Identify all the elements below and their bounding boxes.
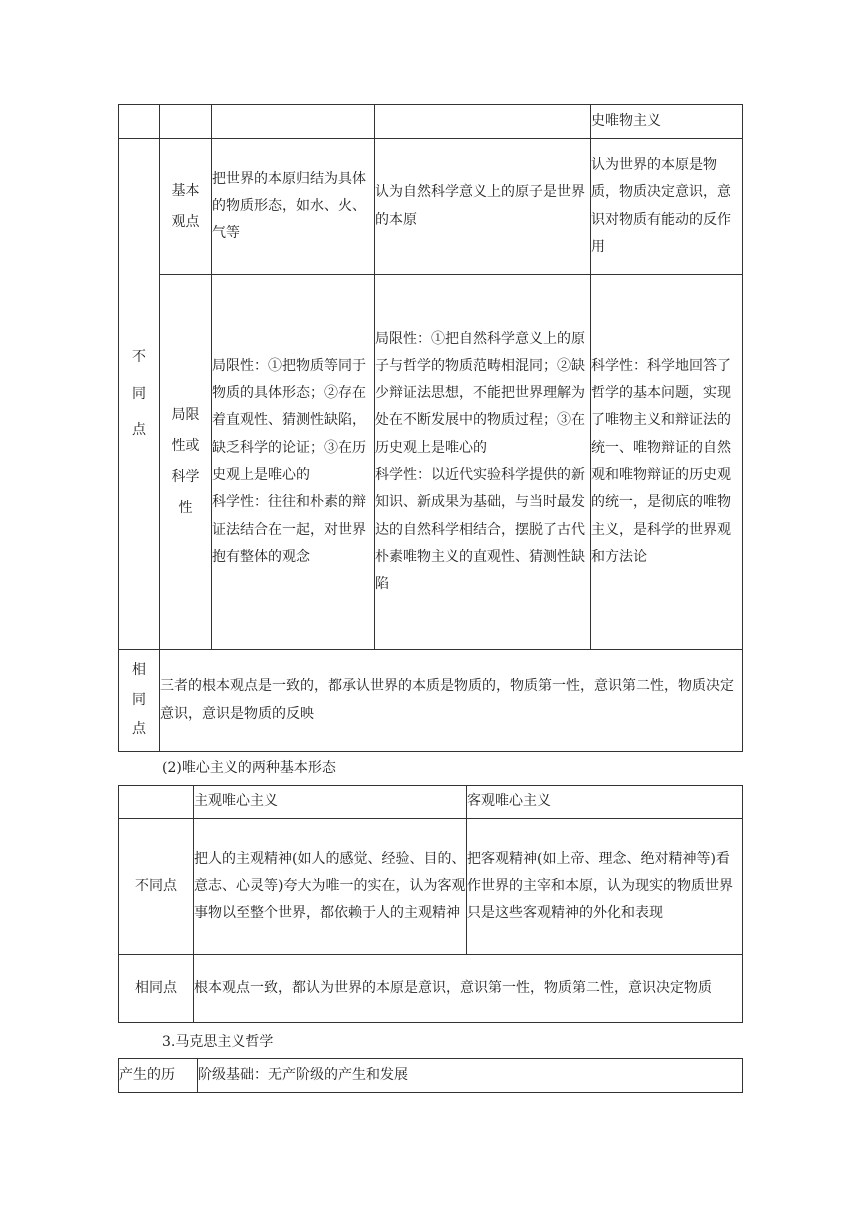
similarities-text: 三者的根本观点是一致的，都承认世界的本质是物质的，物质第一性，意识第二性，物质决定意识，意识是物质的反映	[160, 650, 743, 752]
row-label-differences: 不同点	[119, 819, 194, 955]
table-cell	[212, 105, 375, 139]
table-row	[119, 275, 743, 650]
section-2-title: (2)唯心主义的两种基本形态	[162, 760, 336, 776]
header-objective-idealism: 客观唯心主义	[467, 786, 743, 819]
marxist-materialism-basic-view: 认为世界的本原是物质，物质决定意识，意识对物质有能动的反作用	[591, 139, 743, 275]
row-label-cell	[160, 275, 212, 650]
row-label-similarities: 相同点	[119, 955, 194, 1023]
modern-materialism-basic-view: 认为自然科学意义上的原子是世界的本原	[375, 139, 591, 275]
materialism-comparison-table	[118, 104, 743, 752]
ancient-materialism-limitations: 局限性：①把物质等同于物质的具体形态；②存在着直观性、猜测性缺陷，缺乏科学的论证；③在历史观上是唯心的 科学性：往往和朴素的辩证法结合在一起，对世界抱有整体的观念	[212, 275, 375, 650]
idealism-similarities-text: 根本观点一致，都认为世界的本原是意识，意识第一性，物质第二性，意识决定物质	[194, 955, 743, 1023]
row-label-historical-origin: 产生的历	[119, 1059, 198, 1093]
marxist-philosophy-table	[118, 1058, 743, 1093]
table-cell	[160, 105, 212, 139]
idealism-comparison-table	[118, 785, 743, 1023]
row-label-similarities: 相同点	[131, 662, 146, 738]
class-basis-text: 阶级基础：无产阶级的产生和发展	[198, 1059, 743, 1093]
header-cell-historical-materialism: 史唯物主义	[591, 105, 743, 139]
modern-materialism-limitations: 局限性：①把自然科学意义上的原子与哲学的物质范畴相混同；②缺少辩证法思想，不能把世界理解为处在不断发展中的物质过程；③在历史观上是唯心的 科学性：以近代实验科学提供的新知识、新成果为基础，与当时最发达的自然科学相结合，摆脱了古代朴素唯物主义的直观性、猜测性缺陷	[375, 275, 591, 650]
table-cell	[119, 105, 160, 139]
table-row	[119, 1059, 743, 1093]
table-row	[119, 955, 743, 1023]
marxist-materialism-scientific-nature: 科学性：科学地回答了哲学的基本问题，实现了唯物主义和辩证法的统一、唯物辩证的自然观和唯物辩证的历史观的统一，是彻底的唯物主义，是科学的世界观和方法论	[591, 275, 743, 650]
header-cell	[119, 786, 194, 819]
table-cell	[375, 105, 591, 139]
objective-idealism-text: 把客观精神(如上帝、理念、绝对精神等)看作世界的主宰和本原，认为现实的物质世界只是这些客观精神的外化和表现	[467, 819, 743, 955]
table-row	[119, 139, 743, 275]
section-3-title: 3.马克思主义哲学	[162, 1034, 274, 1050]
table-row	[119, 650, 743, 752]
subjective-idealism-text: 把人的主观精神(如人的感觉、经验、目的、意志、心灵等)夸大为唯一的实在，认为客观事物以至整个世界，都依赖于人的主观精神	[194, 819, 467, 955]
group-label-cell	[119, 139, 160, 650]
table-header-row	[119, 786, 743, 819]
ancient-materialism-basic-view: 把世界的本原归结为具体的物质形态，如水、火、气等	[212, 139, 375, 275]
group-label-differences: 不同点	[131, 349, 146, 439]
header-subjective-idealism: 主观唯心主义	[194, 786, 467, 819]
row-label-limitations: 局限性或科学性	[171, 407, 200, 516]
row-label-cell	[119, 650, 160, 752]
table-row	[119, 819, 743, 955]
row-label-cell	[160, 139, 212, 275]
row-label-basic-view: 基本观点	[171, 182, 200, 230]
table-row	[119, 105, 743, 139]
